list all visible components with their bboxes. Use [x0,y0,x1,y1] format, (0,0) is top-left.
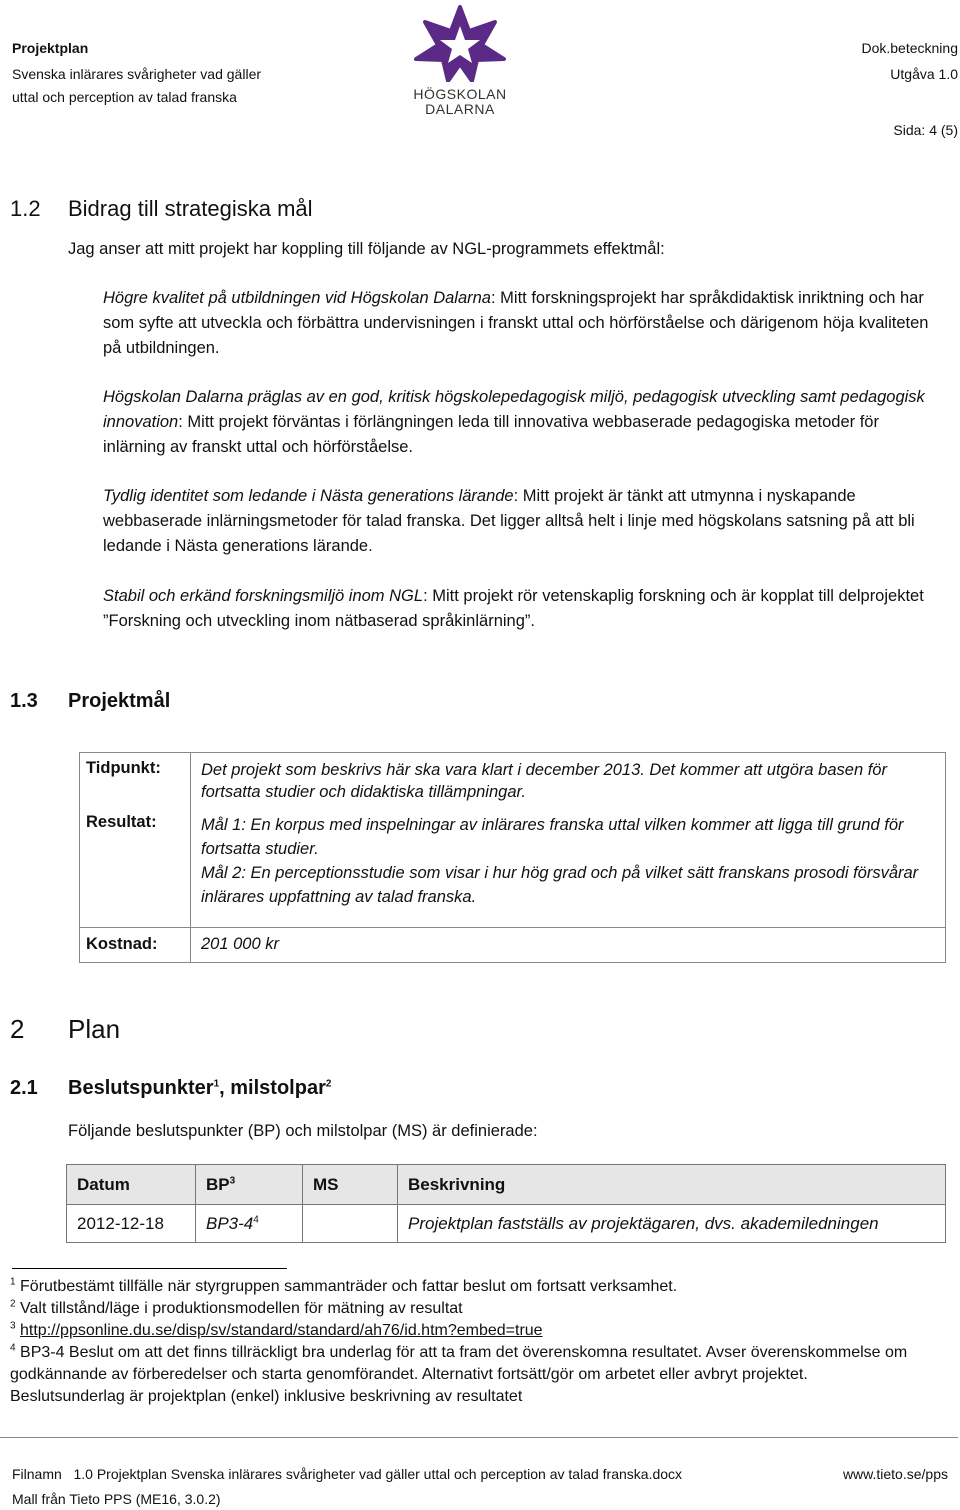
footnote-number: 2 [10,1298,16,1310]
doc-title: Projektplan [12,40,89,56]
goal-label: Högskolan Dalarna präglas av en god, kritisk högskolepedagogisk miljö, pedagogisk utveckling samt pedagogisk innovation [103,388,925,431]
cell-text: Mål 2: En perceptionsstudie som visar i hur hög grad och på vilket sätt franskans prosodi försvårar inlärares uppfattning av talad franska. [201,864,919,906]
footnote-text: Förutbestämt tillfälle när styrgruppen sammanträder och fattar beslut om fortsatt verksamhet. [20,1278,678,1295]
footnote-number: 3 [10,1320,16,1332]
table-cell-label: Kostnad: [80,928,191,963]
table-row [80,807,946,928]
footnote [10,1320,955,1342]
column-header: Beskrivning [398,1165,946,1205]
table-cell: Projektplan fastställs av projektägaren, dvs. akademiledningen [398,1205,946,1243]
footnote-text: Valt tillstånd/läge i produktionsmodellen för mätning av resultat [20,1300,463,1317]
footnote-number: 1 [10,1276,16,1288]
cell-text: 201 000 kr [201,935,279,953]
table-row [80,928,946,963]
star-flower-icon [400,4,520,82]
footnote [10,1298,955,1320]
goal-text: : Mitt projekt förväntas i förlängningen leda till innovativa webbaserade pedagogiska metoder för inlärning av franskt uttal och hörförståelse. [103,413,879,456]
heading-number: 2 [10,1014,25,1044]
heading-number: 1.3 [10,690,38,712]
heading-title [68,1077,331,1100]
table-cell: 2012-12-18 [67,1205,196,1243]
table-cell [303,1205,398,1243]
footnote [10,1276,955,1298]
heading-title: Bidrag till strategiska mål [68,196,313,221]
table-header-row [67,1165,946,1205]
logo-text-line-1: HÖGSKOLAN [413,86,507,102]
goal-paragraph-3 [103,484,933,559]
doc-version: Utgåva 1.0 [890,66,958,82]
heading-title: Projektmål [68,690,171,712]
footnote-ref: 2 [325,1078,332,1090]
goal-text: : Mitt forskningsprojekt har språkdidaktisk inriktning och har som syfte att utveckla och förbättra undervisningen i franskt uttal och hörförståelse och därigenom höja kvaliteten på utbildningen. [103,289,929,357]
footnote-number: 4 [10,1342,16,1354]
project-goals-table [79,752,946,963]
table-cell-value [191,753,946,808]
heading-2 [0,1014,960,1046]
footer-filename-label: Filnamn [12,1466,62,1482]
logo-text-line-2: DALARNA [425,101,495,117]
table-cell-value [191,928,946,963]
footnote-link[interactable]: http://ppsonline.du.se/disp/sv/standard/standard/ah76/id.htm?embed=true [20,1322,543,1339]
footer-filename [12,1466,682,1482]
column-header: Datum [67,1165,196,1205]
section-intro: Följande beslutspunkter (BP) och milstolpar (MS) är definierade: [68,1122,538,1140]
heading-number: 1.2 [10,196,41,221]
goal-text: : Mitt projekt är tänkt att utmynna i nyskapande webbaserade inlärningsmetoder för talad franska. Det ligger alltså helt i linje med högskolans satsning på att bli ledande i Nästa generations lärande. [103,487,915,555]
university-logo [400,4,520,124]
goal-paragraph-2 [103,385,933,460]
section-intro: Jag anser att mitt projekt har koppling till följande av NGL-programmets effektmål: [68,240,665,258]
column-header [196,1165,303,1205]
heading-title: Plan [68,1014,121,1044]
table-cell-label: Resultat: [80,807,191,928]
footnote [10,1342,915,1408]
heading-1-2 [0,196,960,226]
table-cell-label: Tidpunkt: [80,753,191,808]
heading-1-3 [0,690,960,720]
doc-subtitle-line-1: Svenska inlärares svårigheter vad gäller [12,66,262,82]
cell-text: Det projekt som beskrivs här ska vara klart i december 2013. Det kommer att utgöra basen för fortsatta studier och didaktiska tillämpningar. [201,761,887,801]
footnote-separator [12,1268,287,1269]
column-header-text: BP [206,1174,230,1194]
footnote-ref: 4 [253,1213,259,1225]
column-header: MS [303,1165,398,1205]
cell-text: Mål 1: En korpus med inspelningar av inlärares franska uttal vilken kommer att ligga till grund för fortsatta studier. [201,816,904,858]
table-cell [196,1205,303,1243]
doc-designation: Dok.beteckning [861,40,958,56]
goal-label: Tydlig identitet som ledande i Nästa generations lärande [103,487,514,505]
footnote-ref: 1 [213,1078,220,1090]
heading-title-part: , milstolpar [219,1077,326,1099]
footer-template: Mall från Tieto PPS (ME16, 3.0.2) [12,1491,221,1507]
goal-text: : Mitt projekt rör vetenskaplig forskning och är kopplat till delprojektet ”Forskning och utveckling inom nätbaserad språkinlärning”. [103,587,924,630]
doc-subtitle-line-2: uttal och perception av talad franska [12,89,237,105]
goal-label: Stabil och erkänd forskningsmiljö inom NGL [103,587,424,605]
goal-paragraph-4 [103,584,933,634]
footnote-ref: 3 [229,1174,236,1186]
cell-text: BP3-4 [206,1213,254,1233]
decision-points-table [66,1164,946,1243]
table-cell-value [191,807,946,928]
table-row [80,753,946,808]
table-row [67,1205,946,1243]
footnote-text: BP3-4 Beslut om att det finns tillräckligt bra underlag för att ta fram det överenskomna resultatet. Avser överenskommelse om godkännande av förberedelser och starta genomförandet. Alternativt fortsätt/gör om arbetet eller avbryt projektet. Beslutsunderlag är projektplan (enkel) inklusive beskrivning av resultatet [10,1344,908,1405]
footer-filename-value: 1.0 Projektplan Svenska inlärares svårigheter vad gäller uttal och perception av talad franska.docx [73,1466,683,1482]
heading-number: 2.1 [10,1077,38,1099]
heading-title-part: Beslutspunkter [68,1077,214,1099]
page-number: Sida: 4 (5) [893,122,958,138]
footer-divider [0,1437,958,1438]
heading-2-1 [0,1077,960,1107]
goal-label: Högre kvalitet på utbildningen vid Högskolan Dalarna [103,289,491,307]
footer-website[interactable]: www.tieto.se/pps [842,1466,948,1482]
goal-paragraph-1 [103,286,933,361]
